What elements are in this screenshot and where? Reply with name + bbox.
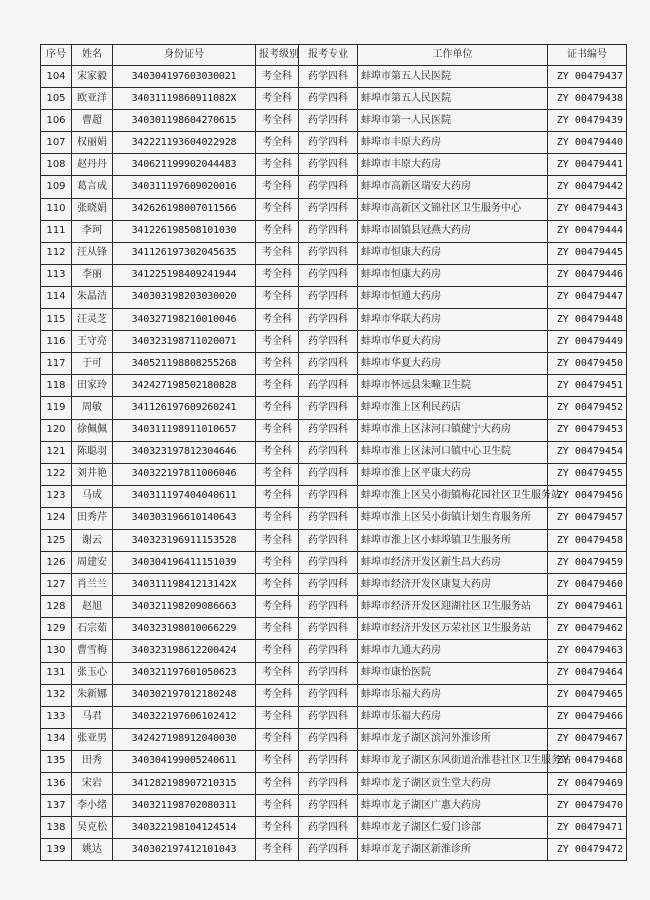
table-row <box>41 773 627 795</box>
row-certificate-number: ZY 00479463 <box>548 640 627 662</box>
row-seq: 134 <box>41 728 72 750</box>
row-certificate-number: ZY 00479454 <box>548 441 627 463</box>
row-exam-level: 考全科 <box>256 198 299 220</box>
row-id-number: 340321197601050623 <box>113 662 256 684</box>
row-id-number: 342221193604022928 <box>113 132 256 154</box>
row-seq: 110 <box>41 198 72 220</box>
row-seq: 112 <box>41 242 72 264</box>
row-exam-level: 考全科 <box>256 331 299 353</box>
row-name: 田秀芹 <box>72 507 113 529</box>
row-exam-major: 药学四科 <box>299 242 358 264</box>
row-certificate-number: ZY 00479441 <box>548 154 627 176</box>
row-certificate-number: ZY 00479471 <box>548 817 627 839</box>
row-certificate-number: ZY 00479438 <box>548 88 627 110</box>
row-seq: 120 <box>41 419 72 441</box>
row-exam-major: 药学四科 <box>299 154 358 176</box>
row-work-unit: 蚌埠市龙子湖区东风街道治淮巷社区卫生服务站 <box>358 750 548 772</box>
row-exam-level: 考全科 <box>256 662 299 684</box>
row-name: 周建安 <box>72 552 113 574</box>
header-cert: 证书编号 <box>548 45 627 66</box>
row-exam-level: 考全科 <box>256 684 299 706</box>
row-exam-level: 考全科 <box>256 463 299 485</box>
table-row <box>41 529 627 551</box>
row-exam-major: 药学四科 <box>299 264 358 286</box>
table-row <box>41 463 627 485</box>
row-work-unit: 蚌埠市龙子湖区贡生堂大药房 <box>358 773 548 795</box>
row-work-unit: 蚌埠市淮上区沫河口镇健宁大药房 <box>358 419 548 441</box>
row-certificate-number: ZY 00479437 <box>548 66 627 88</box>
row-work-unit: 蚌埠市高新区文锦社区卫生服务中心 <box>358 198 548 220</box>
row-certificate-number: ZY 00479452 <box>548 397 627 419</box>
row-work-unit: 蚌埠市淮上区沫河口镇中心卫生院 <box>358 441 548 463</box>
table-row <box>41 286 627 308</box>
row-work-unit: 蚌埠市淮上区平康大药房 <box>358 463 548 485</box>
row-work-unit: 蚌埠市龙子湖区滨河外淮诊所 <box>358 728 548 750</box>
row-work-unit: 蚌埠市高新区瑞安大药房 <box>358 176 548 198</box>
row-seq: 135 <box>41 750 72 772</box>
row-exam-level: 考全科 <box>256 286 299 308</box>
row-work-unit: 蚌埠市经济开发区康复大药房 <box>358 574 548 596</box>
row-id-number: 34031119860911082X <box>113 88 256 110</box>
row-exam-major: 药学四科 <box>299 220 358 242</box>
table-row <box>41 88 627 110</box>
row-seq: 106 <box>41 110 72 132</box>
row-seq: 122 <box>41 463 72 485</box>
row-work-unit: 蚌埠市恒康大药房 <box>358 264 548 286</box>
row-work-unit: 蚌埠市恒通大药房 <box>358 286 548 308</box>
row-seq: 104 <box>41 66 72 88</box>
header-work: 工作单位 <box>358 45 548 66</box>
row-certificate-number: ZY 00479469 <box>548 773 627 795</box>
row-name: 张晓娟 <box>72 198 113 220</box>
row-seq: 132 <box>41 684 72 706</box>
row-name: 徐佩佩 <box>72 419 113 441</box>
row-exam-level: 考全科 <box>256 640 299 662</box>
row-seq: 128 <box>41 596 72 618</box>
row-id-number: 340323198612200424 <box>113 640 256 662</box>
table-row <box>41 264 627 286</box>
row-certificate-number: ZY 00479464 <box>548 662 627 684</box>
row-seq: 126 <box>41 552 72 574</box>
row-exam-level: 考全科 <box>256 529 299 551</box>
row-work-unit: 蚌埠市固镇县冠燕大药房 <box>358 220 548 242</box>
row-exam-major: 药学四科 <box>299 662 358 684</box>
row-work-unit: 蚌埠市华夏大药房 <box>358 331 548 353</box>
row-id-number: 341225198409241944 <box>113 264 256 286</box>
table-row <box>41 397 627 419</box>
table-row <box>41 684 627 706</box>
row-id-number: 340303196610140643 <box>113 507 256 529</box>
row-exam-level: 考全科 <box>256 574 299 596</box>
row-exam-level: 考全科 <box>256 375 299 397</box>
certificate-roster-table <box>40 44 627 861</box>
row-exam-major: 药学四科 <box>299 529 358 551</box>
row-name: 于可 <box>72 353 113 375</box>
row-certificate-number: ZY 00479457 <box>548 507 627 529</box>
row-seq: 131 <box>41 662 72 684</box>
row-seq: 108 <box>41 154 72 176</box>
row-work-unit: 蚌埠市淮上区吴小街镇计划生育服务所 <box>358 507 548 529</box>
row-certificate-number: ZY 00479459 <box>548 552 627 574</box>
row-exam-major: 药学四科 <box>299 463 358 485</box>
row-exam-level: 考全科 <box>256 596 299 618</box>
row-exam-level: 考全科 <box>256 242 299 264</box>
row-name: 赵旭 <box>72 596 113 618</box>
row-work-unit: 蚌埠市乐福大药房 <box>358 684 548 706</box>
row-name: 宋岩 <box>72 773 113 795</box>
row-exam-major: 药学四科 <box>299 88 358 110</box>
row-id-number: 340304196411151039 <box>113 552 256 574</box>
row-exam-level: 考全科 <box>256 132 299 154</box>
row-exam-level: 考全科 <box>256 618 299 640</box>
row-certificate-number: ZY 00479468 <box>548 750 627 772</box>
header-seq: 序号 <box>41 45 72 66</box>
row-certificate-number: ZY 00479460 <box>548 574 627 596</box>
row-certificate-number: ZY 00479455 <box>548 463 627 485</box>
row-id-number: 340322197606102412 <box>113 706 256 728</box>
row-name: 张玉心 <box>72 662 113 684</box>
row-exam-major: 药学四科 <box>299 419 358 441</box>
table-row <box>41 66 627 88</box>
row-id-number: 341126197609260241 <box>113 397 256 419</box>
row-id-number: 340521198808255268 <box>113 353 256 375</box>
row-exam-major: 药学四科 <box>299 286 358 308</box>
table-row <box>41 817 627 839</box>
table-row <box>41 574 627 596</box>
row-seq: 118 <box>41 375 72 397</box>
row-exam-major: 药学四科 <box>299 817 358 839</box>
row-name: 石宗茹 <box>72 618 113 640</box>
row-certificate-number: ZY 00479453 <box>548 419 627 441</box>
row-id-number: 340301198604270615 <box>113 110 256 132</box>
row-certificate-number: ZY 00479442 <box>548 176 627 198</box>
row-seq: 123 <box>41 485 72 507</box>
row-exam-level: 考全科 <box>256 839 299 861</box>
row-work-unit: 蚌埠市九通大药房 <box>358 640 548 662</box>
row-id-number: 340322197811006046 <box>113 463 256 485</box>
row-id-number: 340321198209086663 <box>113 596 256 618</box>
row-seq: 105 <box>41 88 72 110</box>
row-certificate-number: ZY 00479448 <box>548 309 627 331</box>
row-id-number: 341282198907210315 <box>113 773 256 795</box>
row-exam-major: 药学四科 <box>299 750 358 772</box>
row-id-number: 340311197404040611 <box>113 485 256 507</box>
row-seq: 117 <box>41 353 72 375</box>
row-exam-level: 考全科 <box>256 817 299 839</box>
table-row <box>41 198 627 220</box>
row-exam-major: 药学四科 <box>299 618 358 640</box>
row-seq: 133 <box>41 706 72 728</box>
table-row <box>41 662 627 684</box>
row-exam-level: 考全科 <box>256 552 299 574</box>
row-work-unit: 蚌埠市龙子湖区广惠大药房 <box>358 795 548 817</box>
row-exam-level: 考全科 <box>256 154 299 176</box>
row-exam-level: 考全科 <box>256 110 299 132</box>
row-certificate-number: ZY 00479465 <box>548 684 627 706</box>
row-exam-major: 药学四科 <box>299 795 358 817</box>
row-name: 马君 <box>72 706 113 728</box>
row-id-number: 341226198508101030 <box>113 220 256 242</box>
row-certificate-number: ZY 00479446 <box>548 264 627 286</box>
row-exam-major: 药学四科 <box>299 485 358 507</box>
row-certificate-number: ZY 00479470 <box>548 795 627 817</box>
row-id-number: 340311197609020016 <box>113 176 256 198</box>
row-exam-level: 考全科 <box>256 176 299 198</box>
row-name: 赵丹丹 <box>72 154 113 176</box>
row-seq: 111 <box>41 220 72 242</box>
table-row <box>41 750 627 772</box>
row-exam-major: 药学四科 <box>299 331 358 353</box>
row-exam-level: 考全科 <box>256 507 299 529</box>
table-row <box>41 596 627 618</box>
table-row <box>41 309 627 331</box>
table-row <box>41 242 627 264</box>
row-certificate-number: ZY 00479472 <box>548 839 627 861</box>
row-certificate-number: ZY 00479451 <box>548 375 627 397</box>
header-major: 报考专业 <box>299 45 358 66</box>
row-seq: 121 <box>41 441 72 463</box>
row-exam-level: 考全科 <box>256 773 299 795</box>
row-certificate-number: ZY 00479444 <box>548 220 627 242</box>
row-name: 宋家毅 <box>72 66 113 88</box>
row-exam-major: 药学四科 <box>299 596 358 618</box>
row-exam-level: 考全科 <box>256 66 299 88</box>
row-exam-level: 考全科 <box>256 485 299 507</box>
row-work-unit: 蚌埠市第五人民医院 <box>358 66 548 88</box>
row-seq: 139 <box>41 839 72 861</box>
row-seq: 124 <box>41 507 72 529</box>
row-work-unit: 蚌埠市经济开发区新生昌大药房 <box>358 552 548 574</box>
table-row <box>41 331 627 353</box>
row-name: 田家玲 <box>72 375 113 397</box>
row-name: 肖兰兰 <box>72 574 113 596</box>
row-id-number: 341126197302045635 <box>113 242 256 264</box>
row-work-unit: 蚌埠市华联大药房 <box>358 309 548 331</box>
row-id-number: 340323198010066229 <box>113 618 256 640</box>
table-row <box>41 485 627 507</box>
table-row <box>41 618 627 640</box>
row-name: 朱新娜 <box>72 684 113 706</box>
row-seq: 114 <box>41 286 72 308</box>
row-work-unit: 蚌埠市淮上区小蚌埠镇卫生服务所 <box>358 529 548 551</box>
row-name: 马成 <box>72 485 113 507</box>
table-row <box>41 507 627 529</box>
row-work-unit: 蚌埠市龙子湖区新淮诊所 <box>358 839 548 861</box>
row-seq: 119 <box>41 397 72 419</box>
row-name: 吴克松 <box>72 817 113 839</box>
row-exam-major: 药学四科 <box>299 66 358 88</box>
row-id-number: 342427198912040030 <box>113 728 256 750</box>
row-exam-level: 考全科 <box>256 706 299 728</box>
row-seq: 129 <box>41 618 72 640</box>
header-name: 姓名 <box>72 45 113 66</box>
row-exam-major: 药学四科 <box>299 574 358 596</box>
row-certificate-number: ZY 00479466 <box>548 706 627 728</box>
row-exam-level: 考全科 <box>256 220 299 242</box>
row-name: 曹超 <box>72 110 113 132</box>
row-certificate-number: ZY 00479443 <box>548 198 627 220</box>
row-exam-major: 药学四科 <box>299 441 358 463</box>
row-exam-major: 药学四科 <box>299 684 358 706</box>
row-exam-level: 考全科 <box>256 88 299 110</box>
row-name: 陈聪羽 <box>72 441 113 463</box>
row-id-number: 340322198104124514 <box>113 817 256 839</box>
row-name: 汪从锋 <box>72 242 113 264</box>
row-exam-major: 药学四科 <box>299 640 358 662</box>
table-row <box>41 176 627 198</box>
row-work-unit: 蚌埠市丰原大药房 <box>358 154 548 176</box>
row-work-unit: 蚌埠市淮上区吴小街镇梅花园社区卫生服务站 <box>358 485 548 507</box>
row-work-unit: 蚌埠市乐福大药房 <box>358 706 548 728</box>
row-certificate-number: ZY 00479450 <box>548 353 627 375</box>
row-exam-major: 药学四科 <box>299 198 358 220</box>
row-seq: 115 <box>41 309 72 331</box>
row-name: 汪灵芝 <box>72 309 113 331</box>
row-seq: 107 <box>41 132 72 154</box>
row-certificate-number: ZY 00479456 <box>548 485 627 507</box>
row-id-number: 342427198502180828 <box>113 375 256 397</box>
row-work-unit: 蚌埠市恒康大药房 <box>358 242 548 264</box>
row-exam-level: 考全科 <box>256 353 299 375</box>
row-id-number: 340311198911010657 <box>113 419 256 441</box>
row-id-number: 340323198711020071 <box>113 331 256 353</box>
table-row <box>41 154 627 176</box>
row-certificate-number: ZY 00479449 <box>548 331 627 353</box>
row-work-unit: 蚌埠市淮上区利民药店 <box>358 397 548 419</box>
row-name: 葛言成 <box>72 176 113 198</box>
row-name: 朱晶洁 <box>72 286 113 308</box>
row-exam-major: 药学四科 <box>299 353 358 375</box>
row-exam-major: 药学四科 <box>299 132 358 154</box>
row-name: 谢云 <box>72 529 113 551</box>
row-exam-major: 药学四科 <box>299 728 358 750</box>
row-certificate-number: ZY 00479440 <box>548 132 627 154</box>
row-id-number: 34031119841213142X <box>113 574 256 596</box>
row-id-number: 340304197603030021 <box>113 66 256 88</box>
row-exam-major: 药学四科 <box>299 839 358 861</box>
row-certificate-number: ZY 00479461 <box>548 596 627 618</box>
row-work-unit: 蚌埠市第五人民医院 <box>358 88 548 110</box>
header-row <box>41 45 627 66</box>
table-row <box>41 552 627 574</box>
table-row <box>41 375 627 397</box>
row-seq: 116 <box>41 331 72 353</box>
table-row <box>41 839 627 861</box>
row-name: 张亚男 <box>72 728 113 750</box>
row-exam-level: 考全科 <box>256 397 299 419</box>
row-certificate-number: ZY 00479458 <box>548 529 627 551</box>
table-row <box>41 110 627 132</box>
row-exam-level: 考全科 <box>256 309 299 331</box>
row-certificate-number: ZY 00479439 <box>548 110 627 132</box>
row-exam-level: 考全科 <box>256 795 299 817</box>
row-id-number: 340302197012180248 <box>113 684 256 706</box>
row-exam-major: 药学四科 <box>299 397 358 419</box>
row-name: 王守亮 <box>72 331 113 353</box>
row-work-unit: 蚌埠市经济开发区万荣社区卫生服务站 <box>358 618 548 640</box>
row-id-number: 340323197812304646 <box>113 441 256 463</box>
row-seq: 113 <box>41 264 72 286</box>
row-id-number: 340302197412101043 <box>113 839 256 861</box>
row-name: 曹雪梅 <box>72 640 113 662</box>
table-row <box>41 220 627 242</box>
row-work-unit: 蚌埠市丰原大药房 <box>358 132 548 154</box>
row-work-unit: 蚌埠市怀远县朱疃卫生院 <box>358 375 548 397</box>
row-exam-major: 药学四科 <box>299 706 358 728</box>
row-name: 田秀 <box>72 750 113 772</box>
header-id: 身份证号 <box>113 45 256 66</box>
row-certificate-number: ZY 00479467 <box>548 728 627 750</box>
table-row <box>41 640 627 662</box>
row-name: 李丽 <box>72 264 113 286</box>
row-name: 刘井艳 <box>72 463 113 485</box>
row-seq: 138 <box>41 817 72 839</box>
row-name: 权丽娟 <box>72 132 113 154</box>
row-exam-major: 药学四科 <box>299 552 358 574</box>
row-work-unit: 蚌埠市第一人民医院 <box>358 110 548 132</box>
row-work-unit: 蚌埠市经济开发区迎湖社区卫生服务站 <box>358 596 548 618</box>
row-exam-major: 药学四科 <box>299 507 358 529</box>
row-seq: 130 <box>41 640 72 662</box>
table-row <box>41 728 627 750</box>
table-row <box>41 132 627 154</box>
table-row <box>41 441 627 463</box>
row-exam-level: 考全科 <box>256 441 299 463</box>
row-work-unit: 蚌埠市华夏大药房 <box>358 353 548 375</box>
row-work-unit: 蚌埠市龙子湖区仁爱门诊部 <box>358 817 548 839</box>
header-level: 报考级别 <box>256 45 299 66</box>
row-certificate-number: ZY 00479447 <box>548 286 627 308</box>
row-id-number: 342626198007011566 <box>113 198 256 220</box>
row-seq: 137 <box>41 795 72 817</box>
row-seq: 125 <box>41 529 72 551</box>
row-name: 周敏 <box>72 397 113 419</box>
row-exam-major: 药学四科 <box>299 375 358 397</box>
row-work-unit: 蚌埠市康怡医院 <box>358 662 548 684</box>
row-exam-major: 药学四科 <box>299 176 358 198</box>
row-name: 李小绪 <box>72 795 113 817</box>
row-name: 欧亚洋 <box>72 88 113 110</box>
row-exam-level: 考全科 <box>256 728 299 750</box>
row-id-number: 340621199902044483 <box>113 154 256 176</box>
row-name: 李珂 <box>72 220 113 242</box>
roster-body <box>41 66 627 861</box>
row-exam-level: 考全科 <box>256 750 299 772</box>
table-row <box>41 706 627 728</box>
table-row <box>41 795 627 817</box>
row-id-number: 340321198702080311 <box>113 795 256 817</box>
row-seq: 136 <box>41 773 72 795</box>
row-exam-level: 考全科 <box>256 264 299 286</box>
row-name: 姚达 <box>72 839 113 861</box>
row-certificate-number: ZY 00479462 <box>548 618 627 640</box>
row-exam-level: 考全科 <box>256 419 299 441</box>
row-exam-major: 药学四科 <box>299 309 358 331</box>
row-id-number: 340323196911153528 <box>113 529 256 551</box>
row-exam-major: 药学四科 <box>299 773 358 795</box>
row-certificate-number: ZY 00479445 <box>548 242 627 264</box>
row-id-number: 340327198210010046 <box>113 309 256 331</box>
row-id-number: 340304199005240611 <box>113 750 256 772</box>
row-exam-major: 药学四科 <box>299 110 358 132</box>
table-row <box>41 419 627 441</box>
table-row <box>41 353 627 375</box>
row-id-number: 340303198203030020 <box>113 286 256 308</box>
row-seq: 109 <box>41 176 72 198</box>
row-seq: 127 <box>41 574 72 596</box>
